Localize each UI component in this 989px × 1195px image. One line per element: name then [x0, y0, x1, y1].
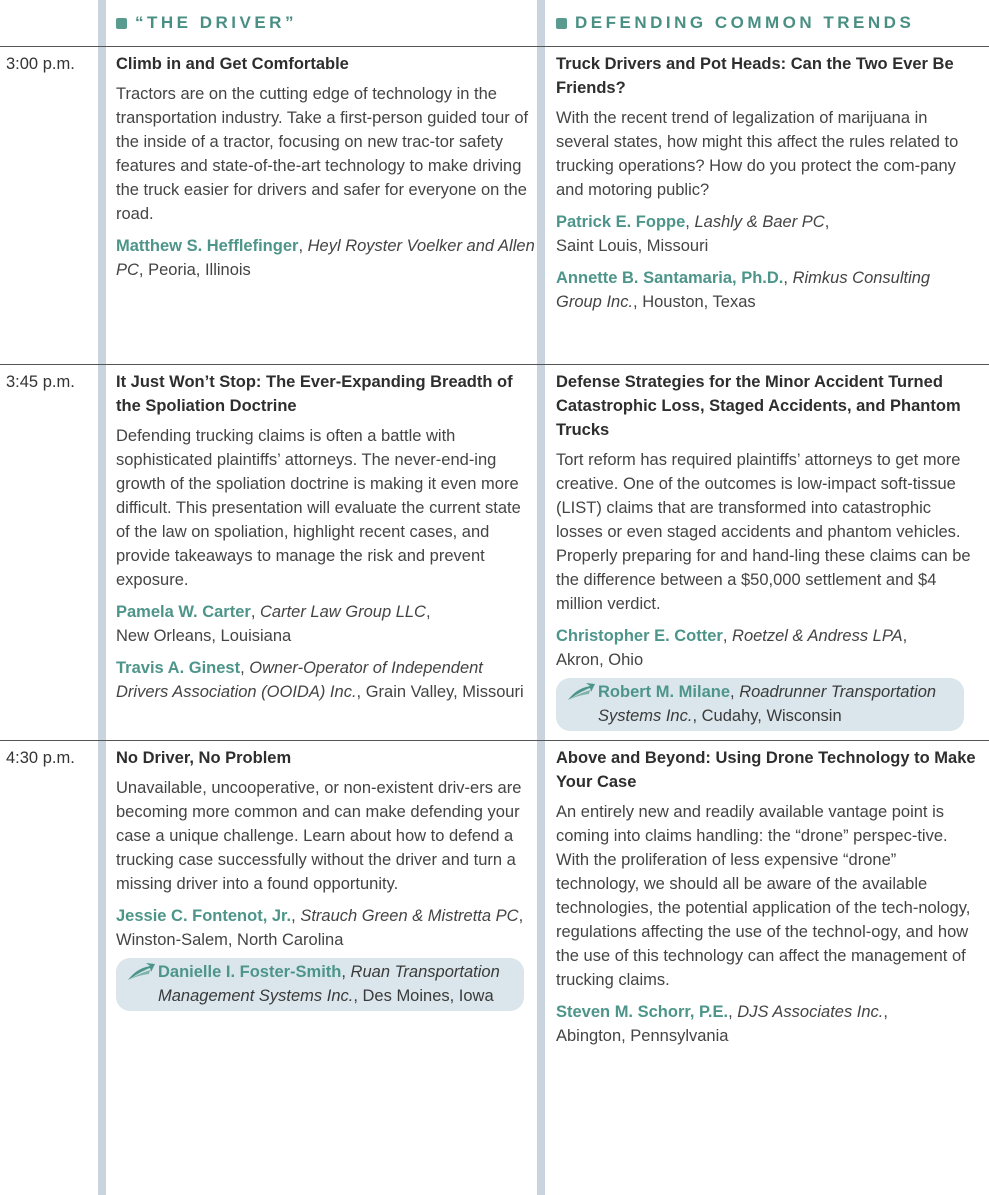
roadrunner-arrow-icon — [126, 960, 158, 984]
speaker-location: Abington, Pennsylvania — [556, 1027, 729, 1045]
speaker-name: Christopher E. Cotter — [556, 627, 723, 645]
speaker: Travis A. Ginest, Owner-Operator of Independent Drivers Association (OOIDA) Inc., Grain Valley, Missouri — [116, 659, 524, 701]
speaker: Annette B. Santamaria, Ph.D., Rimkus Consulting Group Inc., Houston, Texas — [556, 269, 931, 311]
right-header-text: DEFENDING COMMON TRENDS — [575, 13, 915, 32]
session-left — [116, 370, 536, 704]
square-bullet-icon — [116, 18, 127, 29]
speaker-name: Steven M. Schorr, P.E. — [556, 1003, 729, 1021]
speaker-name: Travis A. Ginest — [116, 659, 241, 677]
session-title: Defense Strategies for the Minor Accident Turned Catastrophic Loss, Staged Accidents, and Phantom Trucks — [556, 373, 961, 439]
session-title: Climb in and Get Comfortable — [116, 55, 349, 73]
session-title: No Driver, No Problem — [116, 749, 292, 767]
speaker-location: Grain Valley, Missouri — [365, 683, 524, 701]
speaker-name: Robert M. Milane — [598, 683, 731, 701]
speaker-name: Pamela W. Carter — [116, 603, 251, 621]
speaker-company: DJS Associates Inc. — [737, 1003, 884, 1021]
session-time: 4:30 p.m. — [6, 749, 75, 767]
highlighted-speaker — [116, 958, 524, 1011]
row-divider — [0, 364, 989, 365]
right-column-bar — [537, 0, 545, 1195]
speaker-location: Houston, Texas — [642, 293, 756, 311]
speaker: Pamela W. Carter, Carter Law Group LLC, New Orleans, Louisiana — [116, 603, 431, 645]
session-description: With the recent trend of legalization of marijuana in several states, how might this affect the rules related to trucking operations? How do you protect the com-pany and motoring public? — [556, 109, 959, 199]
speaker-location: Cudahy, Wisconsin — [701, 707, 842, 725]
speaker-company: Lashly & Baer PC — [694, 213, 825, 231]
speaker-company: Strauch Green & Mistretta PC — [300, 907, 519, 925]
session-title: It Just Won’t Stop: The Ever-Expanding Breadth of the Spoliation Doctrine — [116, 373, 513, 415]
speaker-company: Rimkus Consulting Group Inc. — [556, 269, 931, 311]
speaker-location: Saint Louis, Missouri — [556, 237, 709, 255]
session-description: Defending trucking claims is often a battle with sophisticated plaintiffs’ attorneys. The never-end-ing growth of the spoliation doctrine is making it even more difficult. This presentation will evaluate the current state of the law on spoliation, highlight recent cases, and provide takeaways to manage the risk and prevent exposure. — [116, 427, 521, 589]
speaker: Danielle I. Foster-Smith, Ruan Transportation Management Systems Inc., Des Moines, Iowa — [158, 963, 500, 1005]
session-title: Truck Drivers and Pot Heads: Can the Two Ever Be Friends? — [556, 55, 954, 97]
speaker-location: Des Moines, Iowa — [362, 987, 494, 1005]
speaker-company: Heyl Royster Voelker and Allen PC — [116, 237, 535, 279]
session-description: An entirely new and readily available vantage point is coming into claims handling: the “drone” perspec-tive. With the proliferation of less expensive “drone” technology, we should all be aware of the available technologies, the potential application of the tech-nology, regulations affecting the use of the technol-ogy, and how the use of this technology can affect the management of trucking claims. — [556, 803, 971, 989]
session-left — [116, 746, 536, 1011]
speaker: Patrick E. Foppe, Lashly & Baer PC, Saint Louis, Missouri — [556, 213, 830, 255]
speaker: Matthew S. Hefflefinger, Heyl Royster Voelker and Allen PC, Peoria, Illinois — [116, 237, 535, 279]
speaker-company: Roadrunner Transportation Systems Inc. — [598, 683, 937, 725]
session-title: Above and Beyond: Using Drone Technology to Make Your Case — [556, 749, 976, 791]
roadrunner-arrow-icon — [566, 680, 598, 704]
speaker-location: New Orleans, Louisiana — [116, 627, 292, 645]
session-description: Tractors are on the cutting edge of technology in the transportation industry. Take a first-person guided tour of the inside of a tractor, focusing on new trac-tor safety features and state-of-the-art technology to make driving the truck easier for drivers and safer for everyone on the road. — [116, 85, 529, 223]
left-column-header — [116, 12, 297, 34]
speaker-name: Matthew S. Hefflefinger — [116, 237, 299, 255]
session-time: 3:45 p.m. — [6, 373, 75, 391]
right-column-header — [556, 12, 914, 34]
speaker-location: Winston-Salem, North Carolina — [116, 931, 344, 949]
highlighted-speaker — [556, 678, 964, 731]
speaker-company: Carter Law Group LLC — [259, 603, 426, 621]
left-header-text: “THE DRIVER” — [135, 13, 297, 32]
speaker: Jessie C. Fontenot, Jr., Strauch Green & Mistretta PC, Winston-Salem, North Carolina — [116, 907, 524, 949]
speaker: Robert M. Milane, Roadrunner Transportation Systems Inc., Cudahy, Wisconsin — [598, 683, 937, 725]
speaker-company: Roetzel & Andress LPA — [732, 627, 903, 645]
session-time: 3:00 p.m. — [6, 55, 75, 73]
session-right — [556, 746, 976, 1048]
speaker-company: Owner-Operator of Independent Drivers Association (OOIDA) Inc. — [116, 659, 483, 701]
session-right — [556, 370, 976, 731]
speaker-name: Jessie C. Fontenot, Jr. — [116, 907, 292, 925]
session-description: Tort reform has required plaintiffs’ attorneys to get more creative. One of the outcomes is low-impact soft-tissue (LIST) claims that are transformed into catastrophic losses or even staged accidents and phantom vehicles. Properly preparing for and hand-ling these claims can be the difference between a $50,000 settlement and $4 million verdict. — [556, 451, 971, 613]
speaker: Christopher E. Cotter, Roetzel & Andress LPA, Akron, Ohio — [556, 627, 908, 669]
row-divider — [0, 46, 989, 47]
speaker-location: Peoria, Illinois — [148, 261, 251, 279]
session-right — [556, 52, 976, 314]
row-divider — [0, 740, 989, 741]
speaker-name: Annette B. Santamaria, Ph.D. — [556, 269, 784, 287]
square-bullet-icon — [556, 18, 567, 29]
speaker-location: Akron, Ohio — [556, 651, 644, 669]
session-left — [116, 52, 536, 282]
speaker: Steven M. Schorr, P.E., DJS Associates Inc., Abington, Pennsylvania — [556, 1003, 888, 1045]
speaker-company: Ruan Transportation Management Systems Inc. — [158, 963, 500, 1005]
left-column-bar — [98, 0, 106, 1195]
session-description: Unavailable, uncooperative, or non-existent driv-ers are becoming more common and can make defending your case a unique challenge. Learn about how to defend a trucking case successfully without the driver and turn a missing driver into a found opportunity. — [116, 779, 522, 893]
speaker-name: Patrick E. Foppe — [556, 213, 686, 231]
speaker-name: Danielle I. Foster-Smith — [158, 963, 342, 981]
